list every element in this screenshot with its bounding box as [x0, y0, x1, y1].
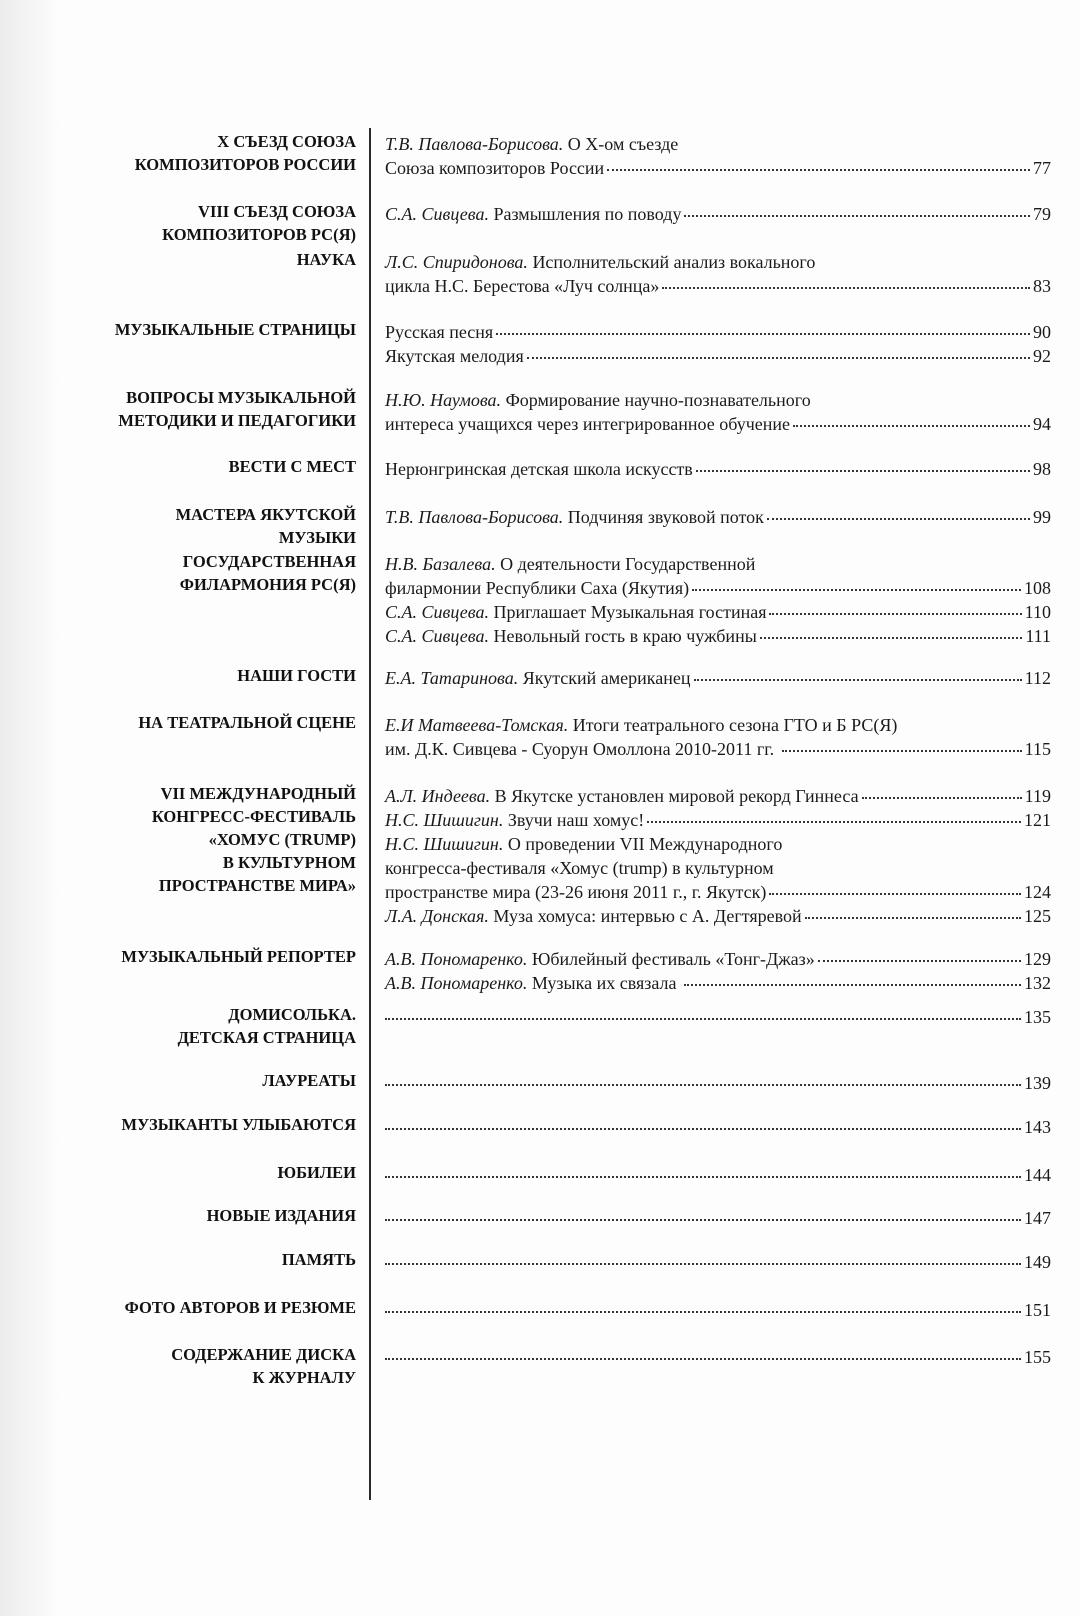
- entry-line: [385, 880, 1051, 904]
- page-number: 90: [1033, 322, 1051, 342]
- dot-leader: [647, 821, 1021, 823]
- page-number: 94: [1033, 414, 1051, 434]
- section-heading-line: ДОМИСОЛЬКА.: [228, 1005, 356, 1024]
- section-heading-line: ВЕСТИ С МЕСТ: [228, 457, 356, 476]
- section-heading: [36, 1069, 356, 1092]
- page-number: 143: [1024, 1117, 1051, 1137]
- entry-title: Подчиняя звуковой поток: [563, 507, 764, 527]
- page-number: 119: [1024, 786, 1051, 806]
- entry-author: С.А. Сивцева.: [385, 204, 489, 224]
- page-number: 83: [1033, 276, 1051, 296]
- toc-entry[interactable]: [385, 344, 1051, 368]
- toc-entry[interactable]: [385, 552, 1051, 600]
- section-heading-line: МУЗЫКАЛЬНЫЙ РЕПОРТЕР: [121, 947, 356, 966]
- entry-title: цикла Н.С. Берестова «Луч солнца»: [385, 276, 660, 296]
- entry-line: [385, 412, 1051, 436]
- entry-line: [385, 737, 1051, 761]
- section-heading-line: ПАМЯТЬ: [281, 1250, 356, 1269]
- section-heading: [36, 248, 356, 271]
- dot-leader: [385, 1018, 1021, 1020]
- section-heading-line: ФОТО АВТОРОВ И РЕЗЮМЕ: [124, 1298, 356, 1317]
- section-entries: [385, 505, 1051, 529]
- section-heading-line: ЮБИЛЕИ: [277, 1163, 356, 1182]
- section-heading-line: «ХОМУС (TRUMP): [208, 830, 356, 849]
- section-heading: [36, 1343, 356, 1389]
- toc-entry[interactable]: [385, 1298, 1051, 1322]
- section-heading: [36, 1204, 356, 1227]
- entry-author: Н.С. Шишигин.: [385, 810, 504, 830]
- section-entries: [385, 388, 1051, 436]
- toc-entry[interactable]: [385, 904, 1051, 928]
- toc-entry[interactable]: [385, 713, 1051, 761]
- toc-entry[interactable]: [385, 947, 1051, 971]
- toc-entry[interactable]: [385, 250, 1051, 298]
- section-entries: [385, 1005, 1051, 1029]
- toc-entry[interactable]: [385, 1163, 1051, 1187]
- page-number: 124: [1024, 882, 1051, 902]
- section-heading-line: ПРОСТРАНСТВЕ МИРА»: [158, 876, 356, 895]
- entry-author: Л.А. Донская.: [385, 906, 489, 926]
- page-number: 110: [1024, 602, 1051, 622]
- entry-title: Звучи наш хомус!: [503, 810, 645, 830]
- toc-entry[interactable]: [385, 1206, 1051, 1230]
- section-heading-line: МУЗЫКАЛЬНЫЕ СТРАНИЦЫ: [114, 320, 356, 339]
- entry-title: Формирование научно-познавательного: [501, 390, 811, 410]
- section-heading: [36, 1113, 356, 1136]
- entry-line: [385, 320, 1051, 344]
- entry-line: [385, 971, 1051, 995]
- entry-author: Е.А. Татаринова.: [385, 668, 519, 688]
- entry-line: [385, 808, 1051, 832]
- entry-line: [385, 713, 1051, 737]
- section-entries: [385, 1071, 1051, 1095]
- page-number: 151: [1024, 1300, 1051, 1320]
- dot-leader: [385, 1263, 1021, 1265]
- dot-leader: [782, 750, 1022, 752]
- dot-leader: [527, 357, 1030, 359]
- dot-leader: [769, 893, 1021, 895]
- dot-leader: [684, 984, 1021, 986]
- entry-title: пространстве мира (23-26 июня 2011 г., г. Якутск): [385, 882, 767, 902]
- entry-title: О деятельности Государственной: [495, 554, 756, 574]
- entry-line: [385, 552, 1051, 576]
- dot-leader: [862, 797, 1022, 799]
- dot-leader: [496, 333, 1030, 335]
- section-heading-line: В КУЛЬТУРНОМ: [222, 853, 356, 872]
- section-heading: [36, 130, 356, 176]
- dot-leader: [805, 917, 1021, 919]
- toc-entry[interactable]: [385, 1005, 1051, 1029]
- dot-leader: [385, 1311, 1021, 1313]
- toc-entry[interactable]: [385, 388, 1051, 436]
- section-heading-line: НОВЫЕ ИЗДАНИЯ: [206, 1206, 356, 1225]
- entry-title: В Якутске установлен мировой рекорд Гиннеса: [490, 786, 859, 806]
- entry-title: конгресса-фестиваля «Хомус (trump) в культурном: [385, 858, 774, 878]
- dot-leader: [696, 470, 1030, 472]
- entry-line: [385, 600, 1051, 624]
- entry-author: А.В. Пономаренко.: [385, 973, 528, 993]
- page-number: 135: [1024, 1007, 1051, 1027]
- entry-line: [385, 784, 1051, 808]
- dot-leader: [684, 215, 1030, 217]
- entry-line: [385, 666, 1051, 690]
- section-heading-line: VII МЕЖДУНАРОДНЫЙ: [160, 784, 356, 803]
- section-heading-line: КОМПОЗИТОРОВ РОССИИ: [134, 155, 356, 174]
- section-heading-line: ДЕТСКАЯ СТРАНИЦА: [177, 1028, 356, 1047]
- entry-line: [385, 1163, 1051, 1187]
- toc-entry[interactable]: [385, 1071, 1051, 1095]
- section-heading: [36, 455, 356, 478]
- toc-entry[interactable]: [385, 1250, 1051, 1274]
- entry-title: Русская песня: [385, 322, 494, 342]
- dot-leader: [385, 1128, 1021, 1130]
- entry-title: Исполнительский анализ вокального: [527, 252, 816, 272]
- page-number: 121: [1024, 810, 1051, 830]
- section-heading: [36, 1248, 356, 1271]
- entry-title: Союза композиторов России: [385, 158, 605, 178]
- page-number: 144: [1024, 1165, 1051, 1185]
- entry-line: [385, 1005, 1051, 1029]
- entry-line: [385, 156, 1051, 180]
- entry-line: [385, 1071, 1051, 1095]
- entry-title: Невольный гость в краю чужбины: [488, 626, 757, 646]
- column-divider: [369, 128, 371, 1500]
- entry-line: [385, 274, 1051, 298]
- entry-line: [385, 1115, 1051, 1139]
- dot-leader: [385, 1219, 1021, 1221]
- entry-author: Т.В. Павлова-Борисова.: [385, 507, 564, 527]
- dot-leader: [767, 518, 1030, 520]
- entry-line: [385, 388, 1051, 412]
- section-heading-line: К ЖУРНАЛУ: [252, 1368, 356, 1387]
- section-heading-line: МЕТОДИКИ И ПЕДАГОГИКИ: [118, 411, 356, 430]
- section-entries: [385, 320, 1051, 368]
- toc-entry[interactable]: [385, 600, 1051, 624]
- page-number: 92: [1033, 346, 1051, 366]
- section-entries: [385, 784, 1051, 928]
- toc-entry[interactable]: [385, 808, 1051, 832]
- section-heading-line: НАШИ ГОСТИ: [237, 666, 356, 685]
- entry-title: Юбилейный фестиваль «Тонг-Джаз»: [527, 949, 815, 969]
- page-number: 125: [1024, 906, 1051, 926]
- dot-leader: [818, 960, 1021, 962]
- entry-title: Муза хомуса: интервью с А. Дегтяревой: [488, 906, 802, 926]
- entry-title: Итоги театрального сезона ГТО и Б РС(Я): [568, 715, 898, 735]
- entry-title: филармонии Республики Саха (Якутия): [385, 578, 690, 598]
- entry-author: Л.С. Спиридонова.: [385, 252, 528, 272]
- entry-line: [385, 624, 1051, 648]
- section-entries: [385, 250, 1051, 298]
- toc-entry[interactable]: [385, 505, 1051, 529]
- section-heading-line: ФИЛАРМОНИЯ РС(Я): [179, 575, 356, 594]
- entry-line: [385, 457, 1051, 481]
- entry-title: Якутский американец: [518, 668, 691, 688]
- section-entries: [385, 1163, 1051, 1187]
- section-heading-line: КОНГРЕСС-ФЕСТИВАЛЬ: [151, 807, 356, 826]
- section-heading: [36, 503, 356, 549]
- toc-entry[interactable]: [385, 971, 1051, 995]
- page-number: 108: [1024, 578, 1051, 598]
- entry-line: [385, 1345, 1051, 1369]
- section-heading-line: МАСТЕРА ЯКУТСКОЙ: [175, 505, 356, 524]
- page-number: 99: [1033, 507, 1051, 527]
- section-entries: [385, 1298, 1051, 1322]
- entry-title: им. Д.К. Сивцева - Суорун Омоллона 2010-2011 гг.: [385, 739, 779, 759]
- entry-title: Нерюнгринская детская школа искусств: [385, 459, 693, 479]
- page-number: 79: [1033, 204, 1051, 224]
- entry-line: [385, 904, 1051, 928]
- section-heading: [36, 200, 356, 246]
- entry-author: Н.С. Шишигин.: [385, 834, 504, 854]
- entry-line: [385, 505, 1051, 529]
- section-heading-line: СОДЕРЖАНИЕ ДИСКА: [171, 1345, 356, 1364]
- entry-title: О проведении VII Международного: [503, 834, 783, 854]
- toc-entry[interactable]: [385, 832, 1051, 904]
- section-heading: [36, 550, 356, 596]
- toc-entry[interactable]: [385, 320, 1051, 344]
- dot-leader: [385, 1358, 1021, 1360]
- section-entries: [385, 132, 1051, 180]
- entry-author: А.Л. Индеева.: [385, 786, 491, 806]
- dot-leader: [607, 169, 1030, 171]
- section-heading: [36, 664, 356, 687]
- section-heading-line: НАУКА: [296, 250, 356, 269]
- section-heading-line: МУЗЫКАНТЫ УЛЫБАЮТСЯ: [121, 1115, 356, 1134]
- entry-author: С.А. Сивцева.: [385, 602, 489, 622]
- entry-title: Якутская мелодия: [385, 346, 524, 366]
- dot-leader: [694, 679, 1022, 681]
- dot-leader: [692, 589, 1021, 591]
- entry-line: [385, 344, 1051, 368]
- dot-leader: [385, 1084, 1021, 1086]
- toc-entry[interactable]: [385, 132, 1051, 180]
- entry-title: Размышления по поводу: [488, 204, 682, 224]
- toc-entry[interactable]: [385, 202, 1051, 226]
- entry-author: Т.В. Павлова-Борисова.: [385, 134, 564, 154]
- section-heading-line: ГОСУДАРСТВЕННАЯ: [182, 552, 356, 571]
- section-heading-line: X СЪЕЗД СОЮЗА: [217, 132, 356, 151]
- toc-entry[interactable]: [385, 457, 1051, 481]
- section-entries: [385, 666, 1051, 690]
- entry-line: [385, 202, 1051, 226]
- entry-author: Н.Ю. Наумова.: [385, 390, 502, 410]
- page-number: 139: [1024, 1073, 1051, 1093]
- dot-leader: [769, 613, 1021, 615]
- entry-title: Приглашает Музыкальная гостиная: [488, 602, 767, 622]
- section-heading: [36, 386, 356, 432]
- dot-leader: [385, 1176, 1021, 1178]
- entry-line: [385, 1250, 1051, 1274]
- entry-line: [385, 1298, 1051, 1322]
- section-entries: [385, 1250, 1051, 1274]
- toc-entry[interactable]: [385, 666, 1051, 690]
- dot-leader: [662, 287, 1030, 289]
- section-entries: [385, 202, 1051, 226]
- entry-title: интереса учащихся через интегрированное обучение: [385, 414, 791, 434]
- page-number: 115: [1024, 739, 1051, 759]
- section-heading: [36, 318, 356, 341]
- entry-author: Е.И Матвеева-Томская.: [385, 715, 569, 735]
- section-entries: [385, 713, 1051, 761]
- entry-title: О Х-ом съезде: [563, 134, 679, 154]
- section-entries: [385, 1206, 1051, 1230]
- toc-entry[interactable]: [385, 1345, 1051, 1369]
- section-heading-line: VIII СЪЕЗД СОЮЗА: [198, 202, 356, 221]
- section-heading-line: МУЗЫКИ: [278, 528, 356, 547]
- page-number: 147: [1024, 1208, 1051, 1228]
- entry-line: [385, 856, 1051, 880]
- entry-author: А.В. Пономаренко.: [385, 949, 528, 969]
- page-number: 155: [1024, 1347, 1051, 1367]
- page-number: 111: [1025, 626, 1051, 646]
- toc-entry[interactable]: [385, 784, 1051, 808]
- section-heading: [36, 782, 356, 897]
- page-number: 132: [1024, 973, 1051, 993]
- section-heading: [36, 1161, 356, 1184]
- dot-leader: [760, 637, 1023, 639]
- entry-line: [385, 576, 1051, 600]
- page-number: 129: [1024, 949, 1051, 969]
- section-heading: [36, 945, 356, 968]
- entry-line: [385, 947, 1051, 971]
- page-number: 112: [1024, 668, 1051, 688]
- section-entries: [385, 552, 1051, 648]
- toc-entry[interactable]: [385, 1115, 1051, 1139]
- section-heading: [36, 711, 356, 734]
- entry-author: С.А. Сивцева.: [385, 626, 489, 646]
- section-entries: [385, 1345, 1051, 1369]
- section-heading: [36, 1003, 356, 1049]
- page-number: 77: [1033, 158, 1051, 178]
- entry-author: Н.В. Базалева.: [385, 554, 496, 574]
- entry-line: [385, 132, 1051, 156]
- entry-line: [385, 1206, 1051, 1230]
- section-heading: [36, 1296, 356, 1319]
- section-heading-line: КОМПОЗИТОРОВ РС(Я): [162, 225, 356, 244]
- section-heading-line: НА ТЕАТРАЛЬНОЙ СЦЕНЕ: [138, 713, 356, 732]
- page-number: 98: [1033, 459, 1051, 479]
- section-heading-line: ЛАУРЕАТЫ: [262, 1071, 356, 1090]
- section-entries: [385, 457, 1051, 481]
- entry-line: [385, 832, 1051, 856]
- dot-leader: [793, 425, 1030, 427]
- entry-line: [385, 250, 1051, 274]
- section-heading-line: ВОПРОСЫ МУЗЫКАЛЬНОЙ: [126, 388, 356, 407]
- entry-title: Музыка их связала: [527, 973, 681, 993]
- section-entries: [385, 947, 1051, 995]
- page-number: 149: [1024, 1252, 1051, 1272]
- toc-entry[interactable]: [385, 624, 1051, 648]
- section-entries: [385, 1115, 1051, 1139]
